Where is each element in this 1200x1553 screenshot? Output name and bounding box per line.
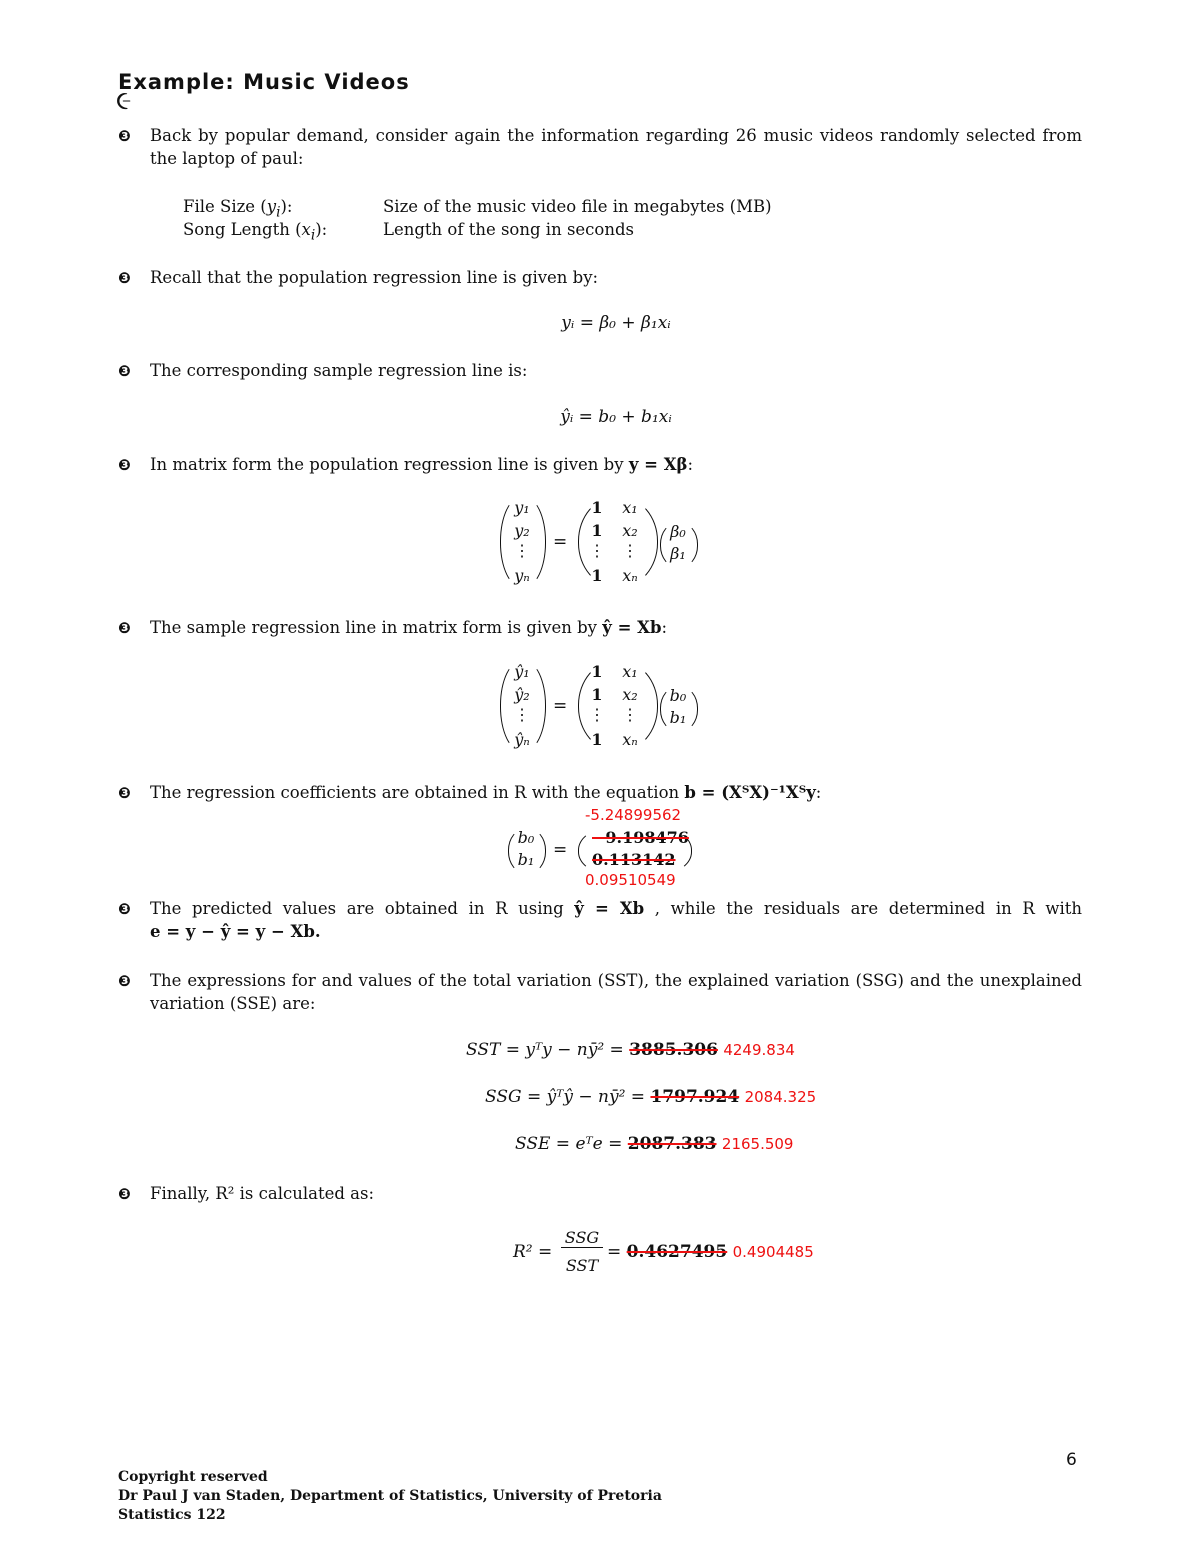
bullet-icon: ❸	[118, 900, 131, 918]
rsq-denominator: SST	[565, 1256, 599, 1275]
corrected-b0: -5.24899562	[585, 806, 682, 824]
sample-equation: ŷᵢ = b₀ + b₁xᵢ	[560, 407, 672, 427]
old-b1: 0.113142	[592, 850, 676, 869]
population-equation: yᵢ = β₀ + β₁xᵢ	[561, 313, 671, 333]
bullet-icon: ❸	[118, 972, 131, 990]
copyright: Copyright reserved	[118, 1469, 268, 1485]
bullet-icon: ❸	[118, 784, 131, 802]
sst-equation: SST = yᵀy − nȳ² = 3885.306 4249.834	[466, 1040, 795, 1060]
rsq-numerator: SSG	[561, 1228, 603, 1248]
bullet-icon: ❸	[118, 269, 131, 287]
intro-paragraph: Back by popular demand, consider again the information regarding 26 music videos randomly selected from the laptop of paul:	[150, 126, 1082, 168]
predicted-text: The predicted values are obtained in R using ŷ = Xb , while the residuals are determined in R with	[150, 899, 1082, 918]
var1-desc: Size of the music video file in megabytes (MB)	[383, 197, 772, 216]
sample-text: The corresponding sample regression line is:	[150, 361, 528, 380]
variation-text: The expressions for and values of the total variation (SST), the explained variation (SSG) and the unexplained variation (SSE) are:	[150, 971, 1082, 1013]
recall-text: Recall that the population regression line is given by:	[150, 268, 599, 287]
bullet-icon: ❸	[118, 1185, 131, 1203]
author: Dr Paul J van Staden, Department of Statistics, University of Pretoria	[118, 1488, 662, 1504]
page-number: 6	[1066, 1450, 1077, 1470]
course: Statistics 122	[118, 1507, 226, 1523]
bullet-icon: ❸	[118, 619, 131, 637]
bullet-icon: ❸	[118, 362, 131, 380]
bullet-icon: ❸	[118, 456, 131, 474]
ssg-equation: SSG = ŷᵀŷ − nȳ² = 1797.924 2084.325	[485, 1087, 817, 1107]
coefficients-text: The regression coefficients are obtained in R with the equation b = (XᵀX)⁻¹Xᵀy:	[150, 783, 822, 802]
rsq-text: Finally, R² is calculated as:	[150, 1184, 375, 1203]
var2-desc: Length of the song in seconds	[383, 220, 635, 239]
var2-label: Song Length $(x_i)$:	[183, 220, 328, 244]
sse-equation: SSE = eᵀe = 2087.383 2165.509	[515, 1134, 794, 1154]
matrix-sample-text: The sample regression line in matrix form is given by ŷ = Xb:	[150, 618, 668, 637]
residual-equation: e = y − ŷ = y − Xb.	[150, 922, 321, 941]
bullet-icon: ❸	[118, 127, 131, 145]
page-title: Example: Music Videos	[118, 70, 410, 94]
matrix-pop-text: In matrix form the population regression line is given by y = Xβ:	[150, 455, 694, 474]
rsq-values: = 0.4627495 0.4904485	[607, 1242, 814, 1262]
swirl-icon: ૯	[116, 86, 132, 116]
old-b0: −9.198476	[592, 828, 689, 847]
rsq-equation: R² =	[513, 1242, 553, 1262]
var1-label: File Size $(y_i)$:	[183, 197, 293, 221]
corrected-b1: 0.09510549	[585, 871, 676, 889]
